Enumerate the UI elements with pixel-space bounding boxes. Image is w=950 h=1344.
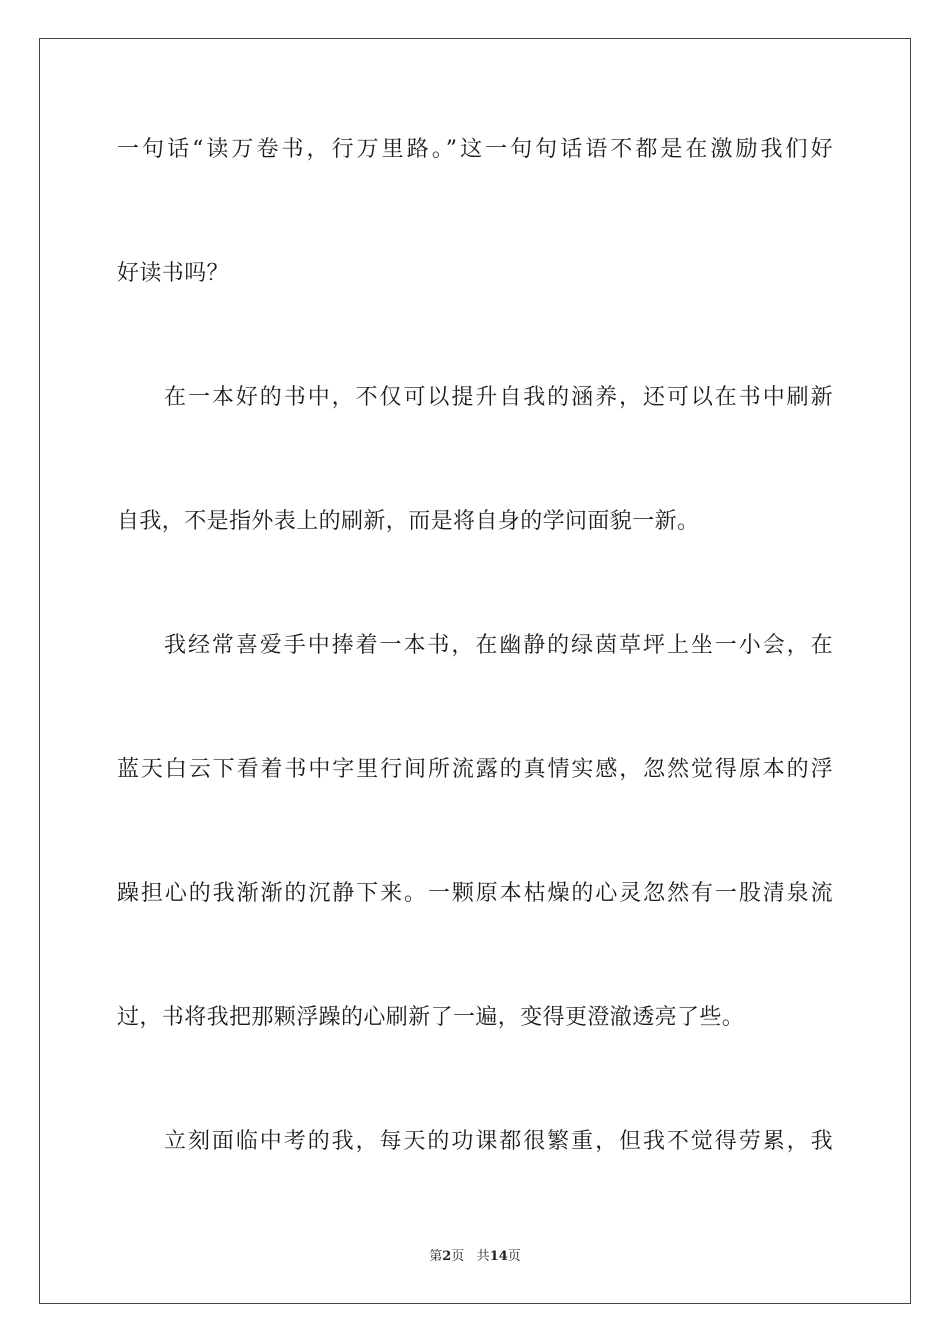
text-line-6: 蓝天白云下看着书中字里行间所流露的真情实感，忽然觉得原本的浮 [117,757,833,782]
page-number: 2 [442,1249,452,1264]
total-suffix: 页 [507,1249,521,1264]
text-line-3: 在一本好的书中，不仅可以提升自我的涵养，还可以在书中刷新 [164,385,833,410]
page-footer [0,1248,950,1266]
text-line-9: 立刻面临中考的我，每天的功课都很繁重，但我不觉得劳累，我 [164,1129,833,1154]
text-line-8: 过，书将我把那颗浮躁的心刷新了一遍，变得更澄澈透亮了些。 [117,1005,745,1030]
text-line-4: 自我，不是指外表上的刷新，而是将自身的学问面貌一新。 [117,509,700,534]
page-prefix: 第 [429,1249,443,1264]
total-pages: 14 [489,1249,508,1264]
total-prefix: 共 [476,1249,490,1264]
text-line-1: 一句话“读万卷书，行万里路。”这一句句话语不都是在激励我们好 [117,137,833,162]
text-line-7: 躁担心的我渐渐的沉静下来。一颗原本枯燥的心灵忽然有一股清泉流 [117,881,833,906]
text-line-2: 好读书吗？ [117,261,230,286]
page-suffix: 页 [451,1249,465,1264]
text-line-5: 我经常喜爱手中捧着一本书，在幽静的绿茵草坪上坐一小会，在 [164,633,833,658]
page-frame [39,38,911,1304]
